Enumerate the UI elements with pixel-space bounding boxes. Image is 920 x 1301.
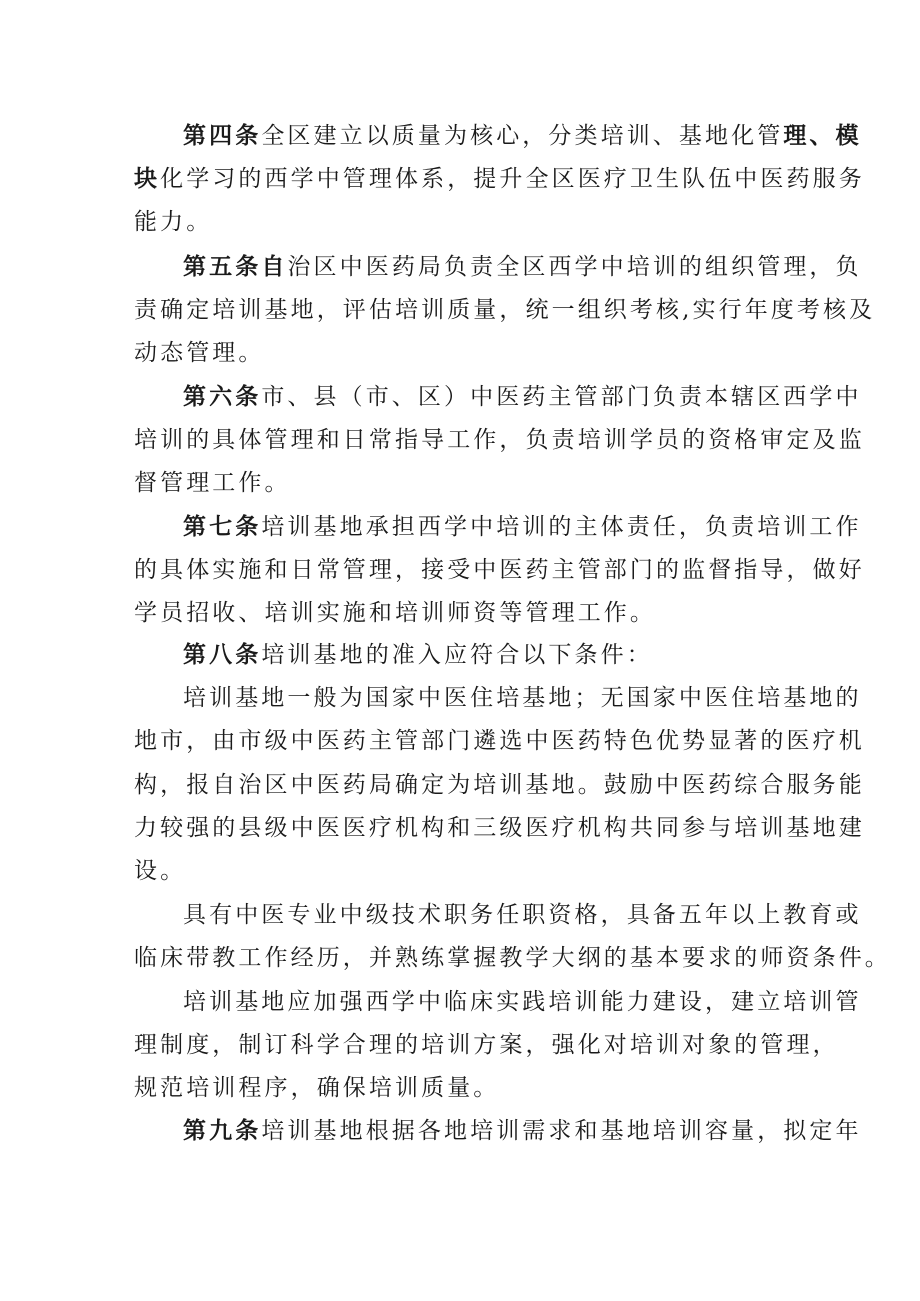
article-4-bold-text: 理、模 xyxy=(783,123,862,149)
article-6-text: 市、县（市、区）中医药主管部门负责本辖区西学中 xyxy=(261,384,862,410)
article-4-line-3: 能力。 xyxy=(134,209,213,235)
article-4-heading: 第四条 xyxy=(183,123,262,149)
article-8-heading: 第八条 xyxy=(183,642,262,668)
article-8-line-1 xyxy=(183,640,653,670)
article-6-line-1 xyxy=(183,382,862,412)
article-8-p1-line: 设。 xyxy=(134,858,187,884)
article-5-line-3: 动态管理。 xyxy=(134,340,265,366)
article-9-heading: 第九条 xyxy=(183,1118,262,1144)
article-8-p2-line: 具有中医专业中级技术职务任职资格，具备五年以上教育或 xyxy=(183,902,862,928)
article-7-line-1 xyxy=(183,512,862,542)
article-5-line-2: 责确定培训基地，评估培训质量，统一组织考核,实行年度考核及 xyxy=(134,297,876,323)
article-8-p1-line: 构，报自治区中医药局确定为培训基地。鼓励中医药综合服务能 xyxy=(134,772,865,798)
article-7-text: 培训基地承担西学中培训的主体责任，负责培训工作 xyxy=(261,514,862,540)
article-4-text-2: 化学习的西学中管理体系，提升全区医疗卫生队伍中医药服务 xyxy=(160,166,865,192)
article-7-line-2: 的具体实施和日常管理，接受中医药主管部门的监督指导，做好 xyxy=(134,557,865,583)
article-4-line-1 xyxy=(183,121,862,151)
article-8-p3-line: 规范培训程序，确保培训质量。 xyxy=(134,1075,500,1101)
article-4-bold-text-2: 块 xyxy=(134,166,161,192)
article-9-text: 培训基地根据各地培训需求和基地培训容量，拟定年 xyxy=(261,1118,862,1144)
article-5-line-1 xyxy=(183,252,862,282)
article-5-heading: 第五条 xyxy=(183,254,262,280)
article-6-heading: 第六条 xyxy=(183,384,262,410)
article-4-line-2 xyxy=(134,164,865,194)
article-8-p2-line: 临床带教工作经历，并熟练掌握教学大纲的基本要求的师资条件。 xyxy=(134,945,891,971)
article-6-line-2: 培训的具体管理和日常指导工作，负责培训学员的资格审定及监 xyxy=(134,427,865,453)
article-8-p1-line: 培训基地一般为国家中医住培基地；无国家中医住培基地的 xyxy=(183,685,862,711)
article-7-heading: 第七条 xyxy=(183,514,262,540)
article-8-p1-line: 力较强的县级中医医疗机构和三级医疗机构共同参与培训基地建 xyxy=(134,815,865,841)
article-7-line-3: 学员招收、培训实施和培训师资等管理工作。 xyxy=(134,600,656,626)
article-8-text: 培训基地的准入应符合以下条件： xyxy=(261,642,653,668)
article-5-bold-text: 自 xyxy=(261,254,288,280)
article-9-line-1 xyxy=(183,1116,862,1146)
article-5-text: 治区中医药局负责全区西学中培训的组织管理，负 xyxy=(287,254,862,280)
article-4-text: 全区建立以质量为核心，分类培训、基地化管 xyxy=(261,123,784,149)
article-6-line-3: 督管理工作。 xyxy=(134,470,291,496)
article-8-p1-line: 地市，由市级中医药主管部门遴选中医药特色优势显著的医疗机 xyxy=(134,728,865,754)
article-8-p3-line: 理制度，制订科学合理的培训方案，强化对培训对象的管理， xyxy=(134,1032,839,1058)
article-8-p3-line: 培训基地应加强西学中临床实践培训能力建设，建立培训管 xyxy=(183,989,862,1015)
